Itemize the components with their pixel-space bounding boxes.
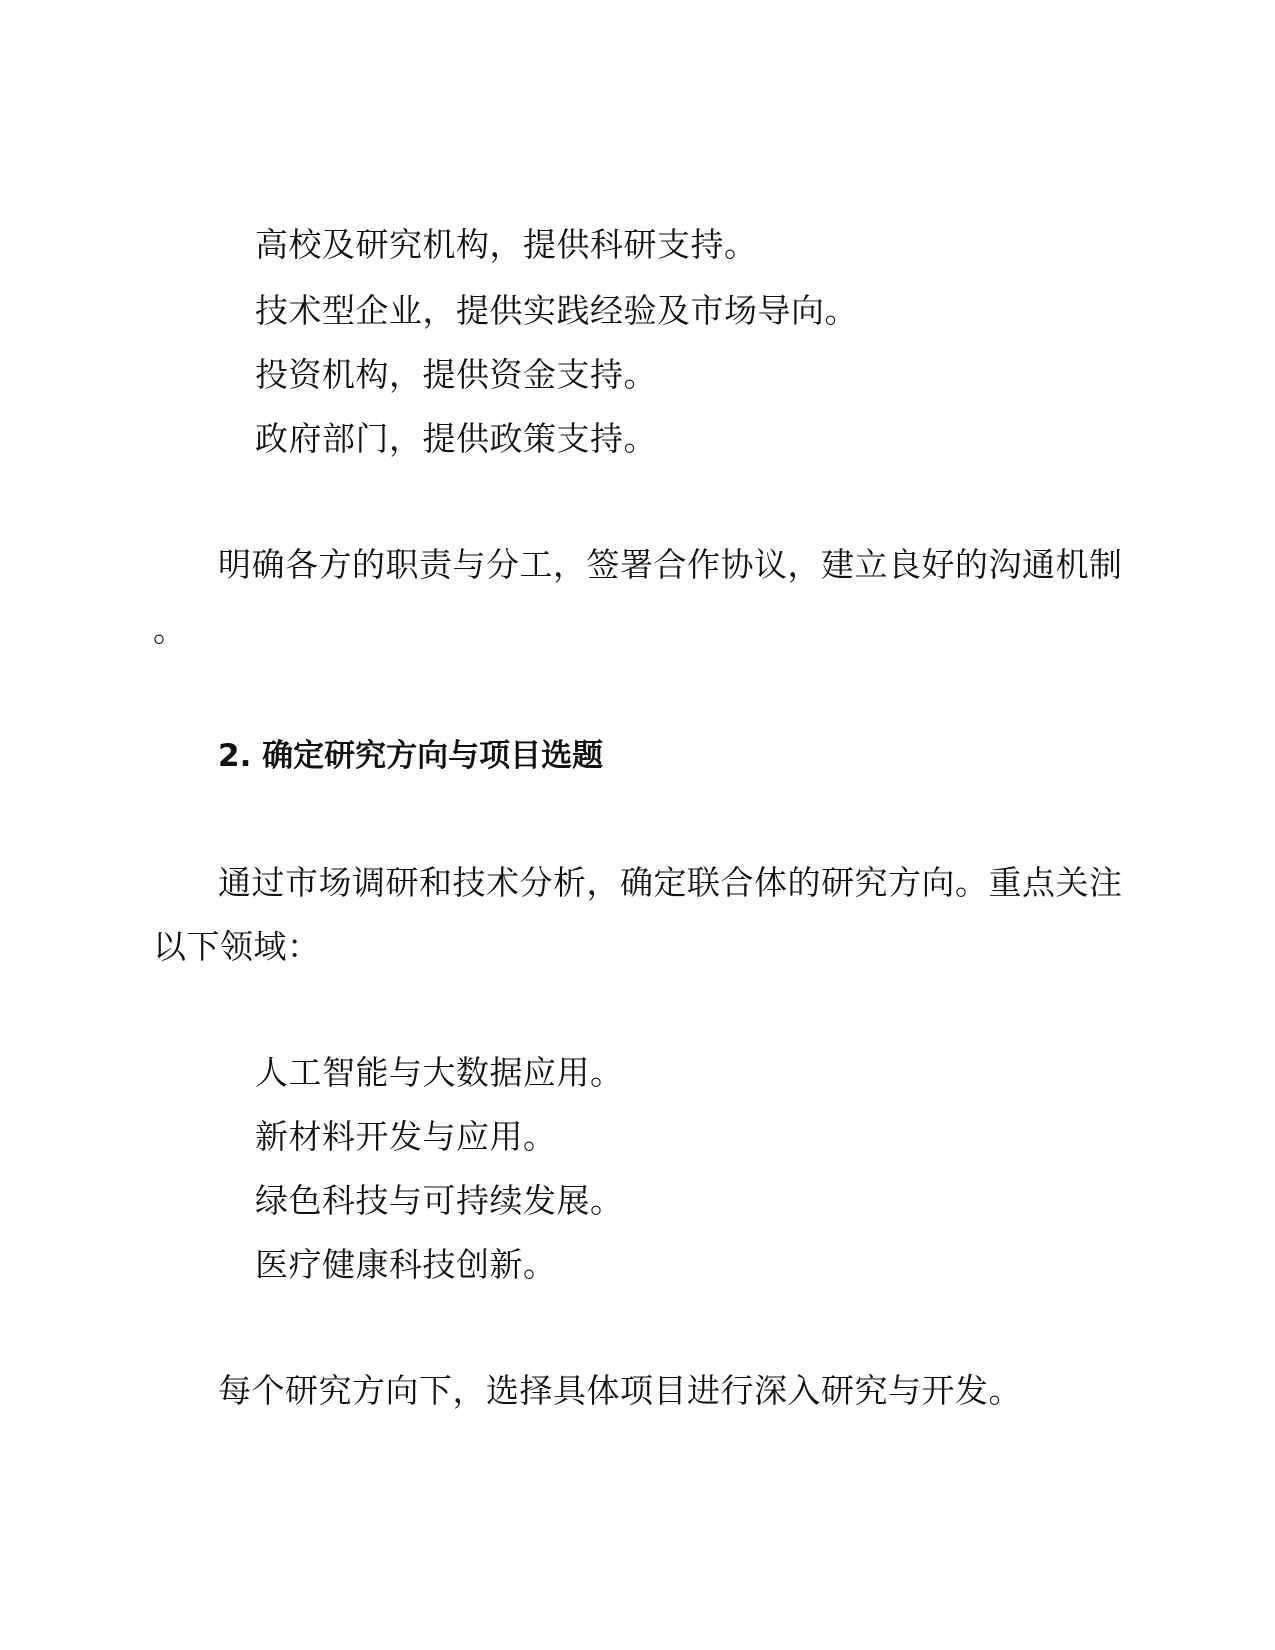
list-item: 人工智能与大数据应用。 [255,1053,624,1092]
list-item: 技术型企业，提供实践经验及市场导向。 [255,291,858,330]
section-heading: 2. 确定研究方向与项目选题 [218,738,604,774]
paragraph-line: 每个研究方向下，选择具体项目进行深入研究与开发。 [218,1371,1022,1410]
list-item: 新材料开发与应用。 [255,1117,557,1156]
paragraph-line: 。 [153,610,187,649]
paragraph-line: 通过市场调研和技术分析，确定联合体的研究方向。重点关注 [218,863,1123,902]
list-item: 政府部门，提供政策支持。 [255,419,657,458]
list-item: 绿色科技与可持续发展。 [255,1181,624,1220]
paragraph-line: 明确各方的职责与分工，签署合作协议，建立良好的沟通机制 [218,545,1123,584]
paragraph-line: 以下领域： [153,927,321,966]
list-item: 医疗健康科技创新。 [255,1245,557,1284]
list-item: 投资机构，提供资金支持。 [255,355,657,394]
list-item: 高校及研究机构，提供科研支持。 [255,225,758,264]
